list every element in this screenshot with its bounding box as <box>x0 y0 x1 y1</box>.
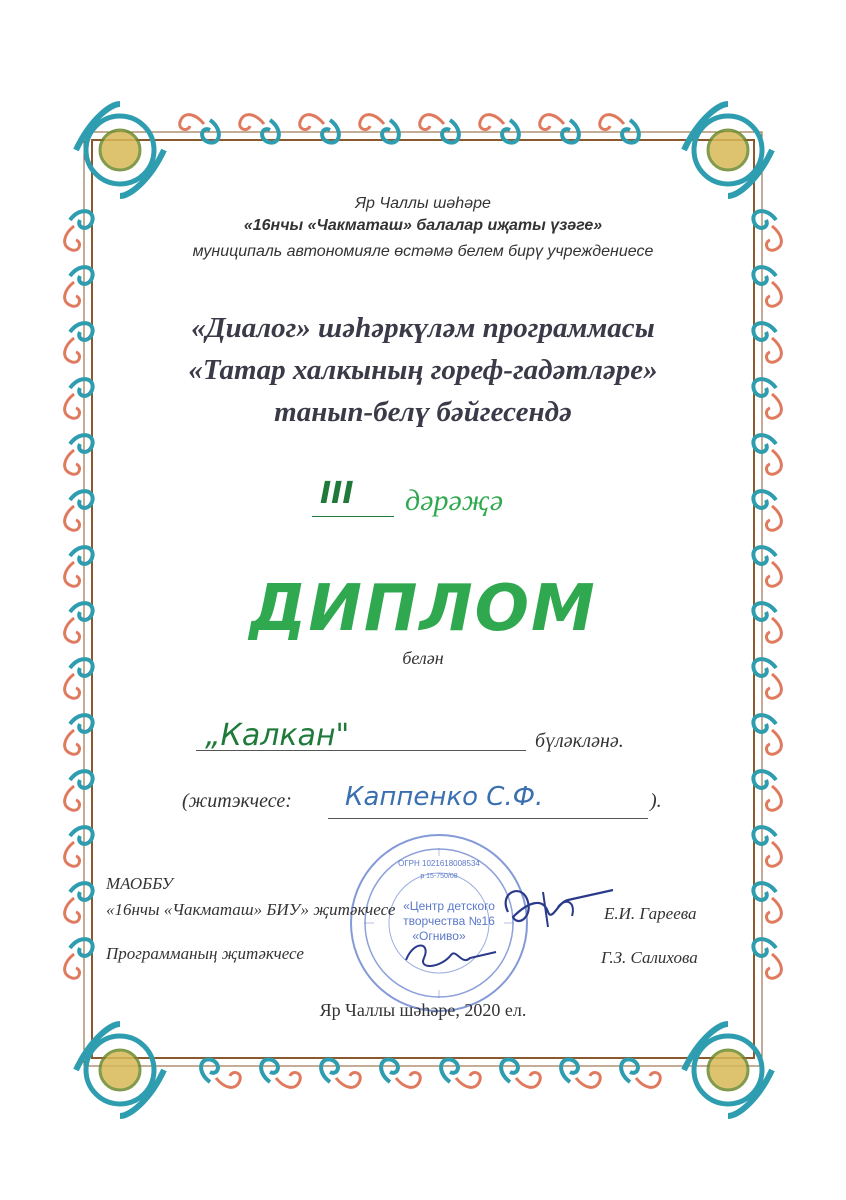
stamp-center-line3: «Огниво» <box>412 929 466 943</box>
program-head-title: Программаның җитәкчесе <box>106 944 304 963</box>
frame-scroll-coral <box>300 115 324 130</box>
frame-scroll <box>600 115 639 143</box>
frame-scroll <box>65 267 93 306</box>
frame-scroll-coral <box>336 1073 360 1088</box>
frame-scroll <box>621 1059 660 1087</box>
frame-scroll <box>753 883 781 922</box>
degree-word: дәрәҗә <box>405 484 504 517</box>
director-signature <box>488 872 618 942</box>
frame-scroll <box>65 827 93 866</box>
frame-scroll <box>753 435 781 474</box>
frame-scroll <box>300 115 339 143</box>
program-head-name: Г.З. Салихова <box>601 948 698 967</box>
frame-scroll <box>753 491 781 530</box>
frame-scroll <box>381 1059 420 1087</box>
program-line-1: «Диалог» шәһәркүләм программасы <box>191 312 655 344</box>
frame-scroll-coral <box>767 674 782 698</box>
degree-numeral: III <box>320 476 354 511</box>
frame-scroll <box>65 771 93 810</box>
org-abbreviation: МАОББУ <box>106 874 173 893</box>
frame-scroll <box>321 1059 360 1087</box>
stamp-ogrn: ОГРН 1021618008534 <box>398 859 480 868</box>
frame-scroll <box>420 115 459 143</box>
program-head-signature <box>396 930 506 980</box>
frame-scroll-coral <box>396 1073 420 1088</box>
frame-scroll-coral <box>65 282 80 306</box>
program-line-2: «Татар халкының гореф-гадәтләре» <box>188 354 658 386</box>
frame-scroll-coral <box>480 115 504 130</box>
frame-scroll-coral <box>540 115 564 130</box>
diploma-subtitle: белән <box>402 648 444 668</box>
frame-scroll-coral <box>767 954 782 978</box>
frame-scroll <box>480 115 519 143</box>
frame-scroll <box>753 939 781 978</box>
frame-scroll-coral <box>767 282 782 306</box>
stamp-center-line1: «Центр детского <box>403 899 495 913</box>
frame-scroll <box>261 1059 300 1087</box>
diploma-title: ДИПЛОМ <box>249 572 597 646</box>
frame-scroll <box>540 115 579 143</box>
corner-leaf <box>100 130 140 170</box>
frame-scroll-coral <box>420 115 444 130</box>
frame-scroll-coral <box>516 1073 540 1088</box>
award-suffix: бүләкләнә. <box>535 730 624 752</box>
frame-scroll-coral <box>65 898 80 922</box>
frame-scroll-coral <box>600 115 624 130</box>
director-name: Е.И. Гареева <box>604 904 697 923</box>
leader-open: (житэкчесе: <box>182 790 292 812</box>
footer-place-year: Яр Чаллы шәһәре, 2020 ел. <box>319 1000 527 1020</box>
frame-scroll-coral <box>360 115 384 130</box>
degree-underline <box>312 516 394 517</box>
frame-scroll <box>65 435 93 474</box>
team-underline <box>196 750 526 751</box>
frame-scroll-coral <box>65 450 80 474</box>
stamp-center-line2: творчества №16 <box>403 914 495 928</box>
header-city: Яр Чаллы шәһәре <box>355 195 491 212</box>
frame-scroll-coral <box>65 506 80 530</box>
frame-scroll <box>201 1059 240 1087</box>
frame-scroll <box>441 1059 480 1087</box>
frame-scroll-coral <box>240 115 264 130</box>
corner-leaf <box>708 1050 748 1090</box>
corner-leaf <box>100 1050 140 1090</box>
frame-scroll <box>240 115 279 143</box>
frame-scroll-coral <box>65 842 80 866</box>
team-name: „Калкан" <box>205 718 350 753</box>
frame-scroll-coral <box>767 898 782 922</box>
leader-underline <box>328 818 648 819</box>
frame-scroll <box>360 115 399 143</box>
header-institution: муниципаль автономияле өстәмә белем бирү учреждениесе <box>192 243 654 260</box>
frame-scroll-coral <box>767 506 782 530</box>
frame-scroll <box>501 1059 540 1087</box>
leader-name: Каппенко С.Ф. <box>345 782 544 812</box>
frame-scroll <box>65 715 93 754</box>
frame-scroll <box>753 771 781 810</box>
frame-scroll <box>753 267 781 306</box>
frame-scroll-coral <box>216 1073 240 1088</box>
frame-scroll <box>65 883 93 922</box>
frame-scroll-coral <box>576 1073 600 1088</box>
frame-scroll <box>180 115 219 143</box>
frame-scroll-coral <box>65 786 80 810</box>
stamp-number: р 15-750/08 <box>420 873 458 880</box>
corner-leaf <box>708 130 748 170</box>
frame-scroll-coral <box>65 954 80 978</box>
frame-scroll-coral <box>767 730 782 754</box>
frame-scroll <box>753 715 781 754</box>
header-organization: «16нчы «Чакматаш» балалар иҗаты үзәге» <box>243 217 603 234</box>
frame-scroll-coral <box>180 115 204 130</box>
frame-scroll <box>753 827 781 866</box>
org-director-title: «16нчы «Чакматаш» БИУ» җитәкчесе <box>106 900 396 919</box>
frame-scroll-coral <box>767 786 782 810</box>
frame-scroll-coral <box>65 730 80 754</box>
frame-scroll <box>561 1059 600 1087</box>
leader-close: ). <box>650 790 662 812</box>
frame-scroll-coral <box>767 842 782 866</box>
frame-scroll <box>65 939 93 978</box>
frame-scroll-coral <box>276 1073 300 1088</box>
frame-scroll <box>65 491 93 530</box>
program-line-3: танып-белү бәйгесендә <box>274 396 572 428</box>
frame-scroll-coral <box>767 450 782 474</box>
frame-scroll-coral <box>65 674 80 698</box>
frame-scroll-coral <box>456 1073 480 1088</box>
frame-scroll-coral <box>636 1073 660 1088</box>
